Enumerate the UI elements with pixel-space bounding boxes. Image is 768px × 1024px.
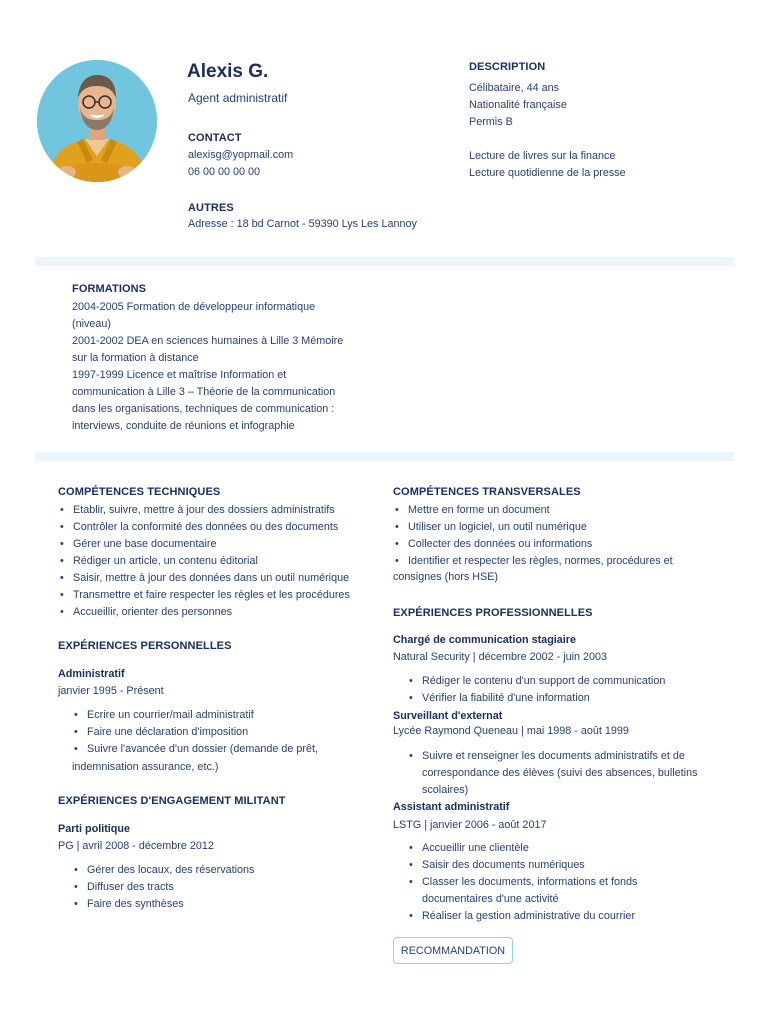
interest-line: Lecture de livres sur la finance <box>469 150 616 162</box>
pro-exp-period: Natural Security | décembre 2002 - juin 2003 <box>393 651 608 663</box>
transversal-skills-continuation: consignes (hors HSE) <box>393 571 499 583</box>
description-lines <box>469 80 567 131</box>
personal-exp-heading: EXPÉRIENCES PERSONNELLES <box>58 640 232 652</box>
list-item: • Faire des synthèses <box>72 896 254 913</box>
list-item: • Classer les documents, informations et fonds documentaires d'une activité <box>407 874 687 908</box>
formations-list <box>72 299 343 435</box>
list-item: • Rédiger le contenu d'un support de communication <box>407 673 665 690</box>
tech-skills-heading: COMPÉTENCES TECHNIQUES <box>58 486 221 498</box>
list-item: • Rédiger un article, un contenu éditorial <box>58 553 350 570</box>
list-item: • Réaliser la gestion administrative du courrier <box>407 908 687 925</box>
list-item: • Gérer des locaux, des réservations <box>72 862 254 879</box>
tech-skills-list <box>58 502 350 621</box>
formation-line: 2001-2002 DEA en sciences humaines à Lille 3 Mémoire <box>72 335 344 347</box>
candidate-name: Alexis G. <box>187 61 269 82</box>
personal-exp-continuation: indemnisation assurance, etc.) <box>72 761 219 773</box>
personal-exp-period: janvier 1995 - Présent <box>58 685 164 697</box>
transversal-skills-heading: COMPÉTENCES TRANSVERSALES <box>393 486 581 498</box>
formation-line: communication à Lille 3 – Théorie de la communication <box>72 386 336 398</box>
list-item: • Etablir, suivre, mettre à jour des dossiers administratifs <box>58 502 350 519</box>
list-item: • Suivre l'avancée d'un dossier (demande de prêt, <box>72 741 318 758</box>
section-divider <box>35 257 734 266</box>
formation-line: dans les organisations, techniques de communication : <box>72 403 335 415</box>
list-item: • Utiliser un logiciel, un outil numérique <box>393 519 673 536</box>
pro-exp-list <box>407 748 707 799</box>
formation-line: interviews, conduite de réunions et infographie <box>72 420 295 432</box>
contact-heading: CONTACT <box>188 132 242 144</box>
interests <box>469 148 626 182</box>
militant-exp-role: Parti politique <box>58 823 130 835</box>
recommendation-button[interactable]: RECOMMANDATION <box>393 937 513 964</box>
contact-phone[interactable]: 06 00 00 00 00 <box>188 166 261 178</box>
list-item: • Saisir, mettre à jour des données dans un outil numérique <box>58 570 350 587</box>
pro-exp-heading: EXPÉRIENCES PROFESSIONNELLES <box>393 607 593 619</box>
list-item: • Suivre et renseigner les documents administratifs et de correspondance des élèves (suivi des absences, bulletins scolaires) <box>407 748 707 799</box>
formations-heading: FORMATIONS <box>72 283 147 295</box>
description-line: Célibataire, 44 ans <box>469 82 560 94</box>
list-item: • Collecter des données ou informations <box>393 536 673 553</box>
list-item: • Contrôler la conformité des données ou des documents <box>58 519 350 536</box>
list-item: • Diffuser des tracts <box>72 879 254 896</box>
section-divider <box>35 452 734 461</box>
list-item: • Faire une déclaration d'imposition <box>72 724 318 741</box>
pro-exp-list <box>407 840 687 925</box>
others-heading: AUTRES <box>188 202 234 214</box>
description-heading: DESCRIPTION <box>469 61 546 73</box>
address: Adresse : 18 bd Carnot - 59390 Lys Les Lannoy <box>188 218 417 230</box>
militant-exp-heading: EXPÉRIENCES D'ENGAGEMENT MILITANT <box>58 795 286 807</box>
list-item: • Saisir des documents numériques <box>407 857 687 874</box>
pro-exp-role: Chargé de communication stagiaire <box>393 634 576 646</box>
list-item: • Vérifier la fiabilité d'une information <box>407 690 665 707</box>
pro-exp-period: Lycée Raymond Queneau | mai 1998 - août 1999 <box>393 725 629 737</box>
militant-exp-list <box>72 862 254 913</box>
list-item: • Identifier et respecter les règles, normes, procédures et <box>393 553 673 570</box>
list-item: • Mettre en forme un document <box>393 502 673 519</box>
list-item: • Accueillir, orienter des personnes <box>58 604 350 621</box>
interest-line: Lecture quotidienne de la presse <box>469 167 626 179</box>
avatar <box>37 60 157 182</box>
pro-exp-role: Surveillant d'externat <box>393 710 503 722</box>
formation-line: 1997-1999 Licence et maîtrise Information et <box>72 369 287 381</box>
formation-line: sur la formation à distance <box>72 352 199 364</box>
list-item: • Accueillir une clientèle <box>407 840 687 857</box>
transversal-skills-list <box>393 502 673 570</box>
personal-exp-list <box>72 707 318 758</box>
militant-exp-period: PG | avril 2008 - décembre 2012 <box>58 840 214 852</box>
formation-line: (niveau) <box>72 318 112 330</box>
person-photo-icon <box>37 60 157 182</box>
description-line: Nationalité française <box>469 99 567 111</box>
list-item: • Ecrire un courrier/mail administratif <box>72 707 318 724</box>
personal-exp-role: Administratif <box>58 668 125 680</box>
formation-line: 2004-2005 Formation de développeur informatique <box>72 301 316 313</box>
list-item: • Gérer une base documentaire <box>58 536 350 553</box>
pro-exp-list <box>407 673 665 707</box>
pro-exp-role: Assistant administratif <box>393 801 510 813</box>
contact-email[interactable]: alexisg@yopmail.com <box>188 149 294 161</box>
job-title: Agent administratif <box>188 91 288 105</box>
list-item: • Transmettre et faire respecter les règles et les procédures <box>58 587 350 604</box>
pro-exp-period: LSTG | janvier 2006 - août 2017 <box>393 819 547 831</box>
description-line: Permis B <box>469 116 513 128</box>
